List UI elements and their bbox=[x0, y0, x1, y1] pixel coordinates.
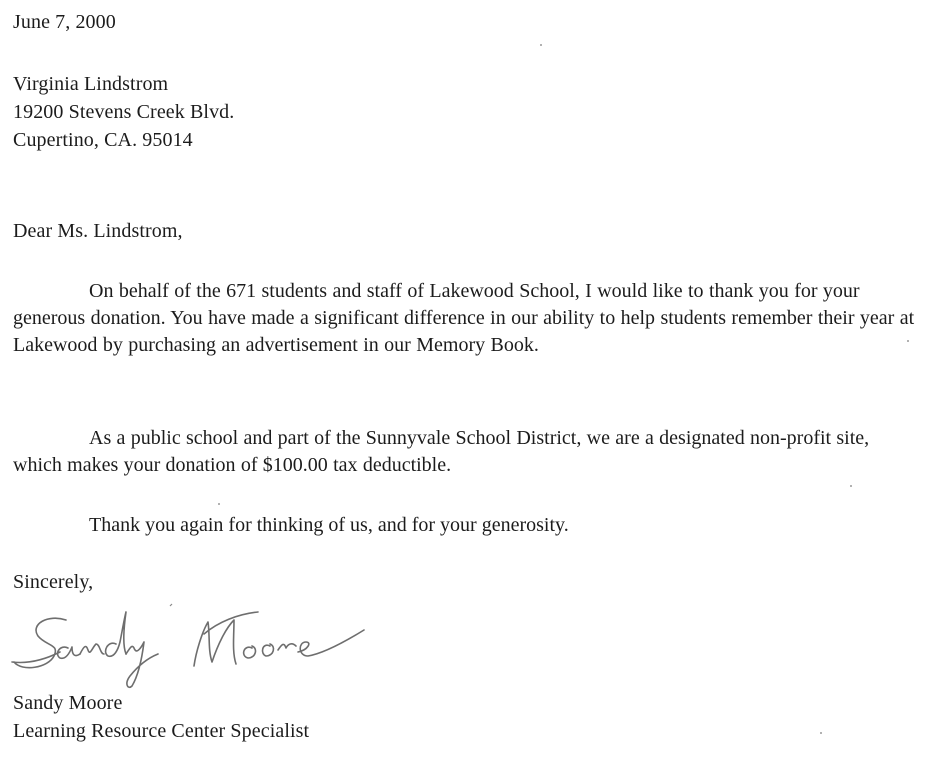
recipient-name: Virginia Lindstrom bbox=[13, 73, 169, 95]
recipient-city: Cupertino, CA. 95014 bbox=[13, 129, 193, 151]
letter-date: June 7, 2000 bbox=[13, 11, 116, 33]
signer-name: Sandy Moore bbox=[13, 692, 123, 714]
scan-speck bbox=[907, 340, 909, 342]
salutation: Dear Ms. Lindstrom, bbox=[13, 220, 183, 242]
handwritten-signature bbox=[8, 592, 388, 702]
paragraph-thanks: On behalf of the 671 students and staff of Lakewood School, I would like to thank you for your generous donation. You have made a significant difference in our ability to help students remember their year at Lakewood by purchasing an advertisement in our Memory Book. bbox=[13, 280, 915, 356]
recipient-street: 19200 Stevens Creek Blvd. bbox=[13, 101, 235, 123]
scan-speck bbox=[820, 732, 822, 734]
scan-speck bbox=[850, 485, 852, 487]
paragraph-tax: As a public school and part of the Sunnyvale School District, we are a designated non-profit site, which makes your donation of $100.00 tax deductible. bbox=[13, 427, 870, 476]
scan-speck bbox=[218, 503, 220, 505]
signer-title: Learning Resource Center Specialist bbox=[13, 720, 310, 742]
scan-speck bbox=[540, 44, 542, 46]
paragraph-closing-thanks: Thank you again for thinking of us, and for your generosity. bbox=[89, 514, 569, 536]
closing: Sincerely, bbox=[13, 571, 94, 593]
